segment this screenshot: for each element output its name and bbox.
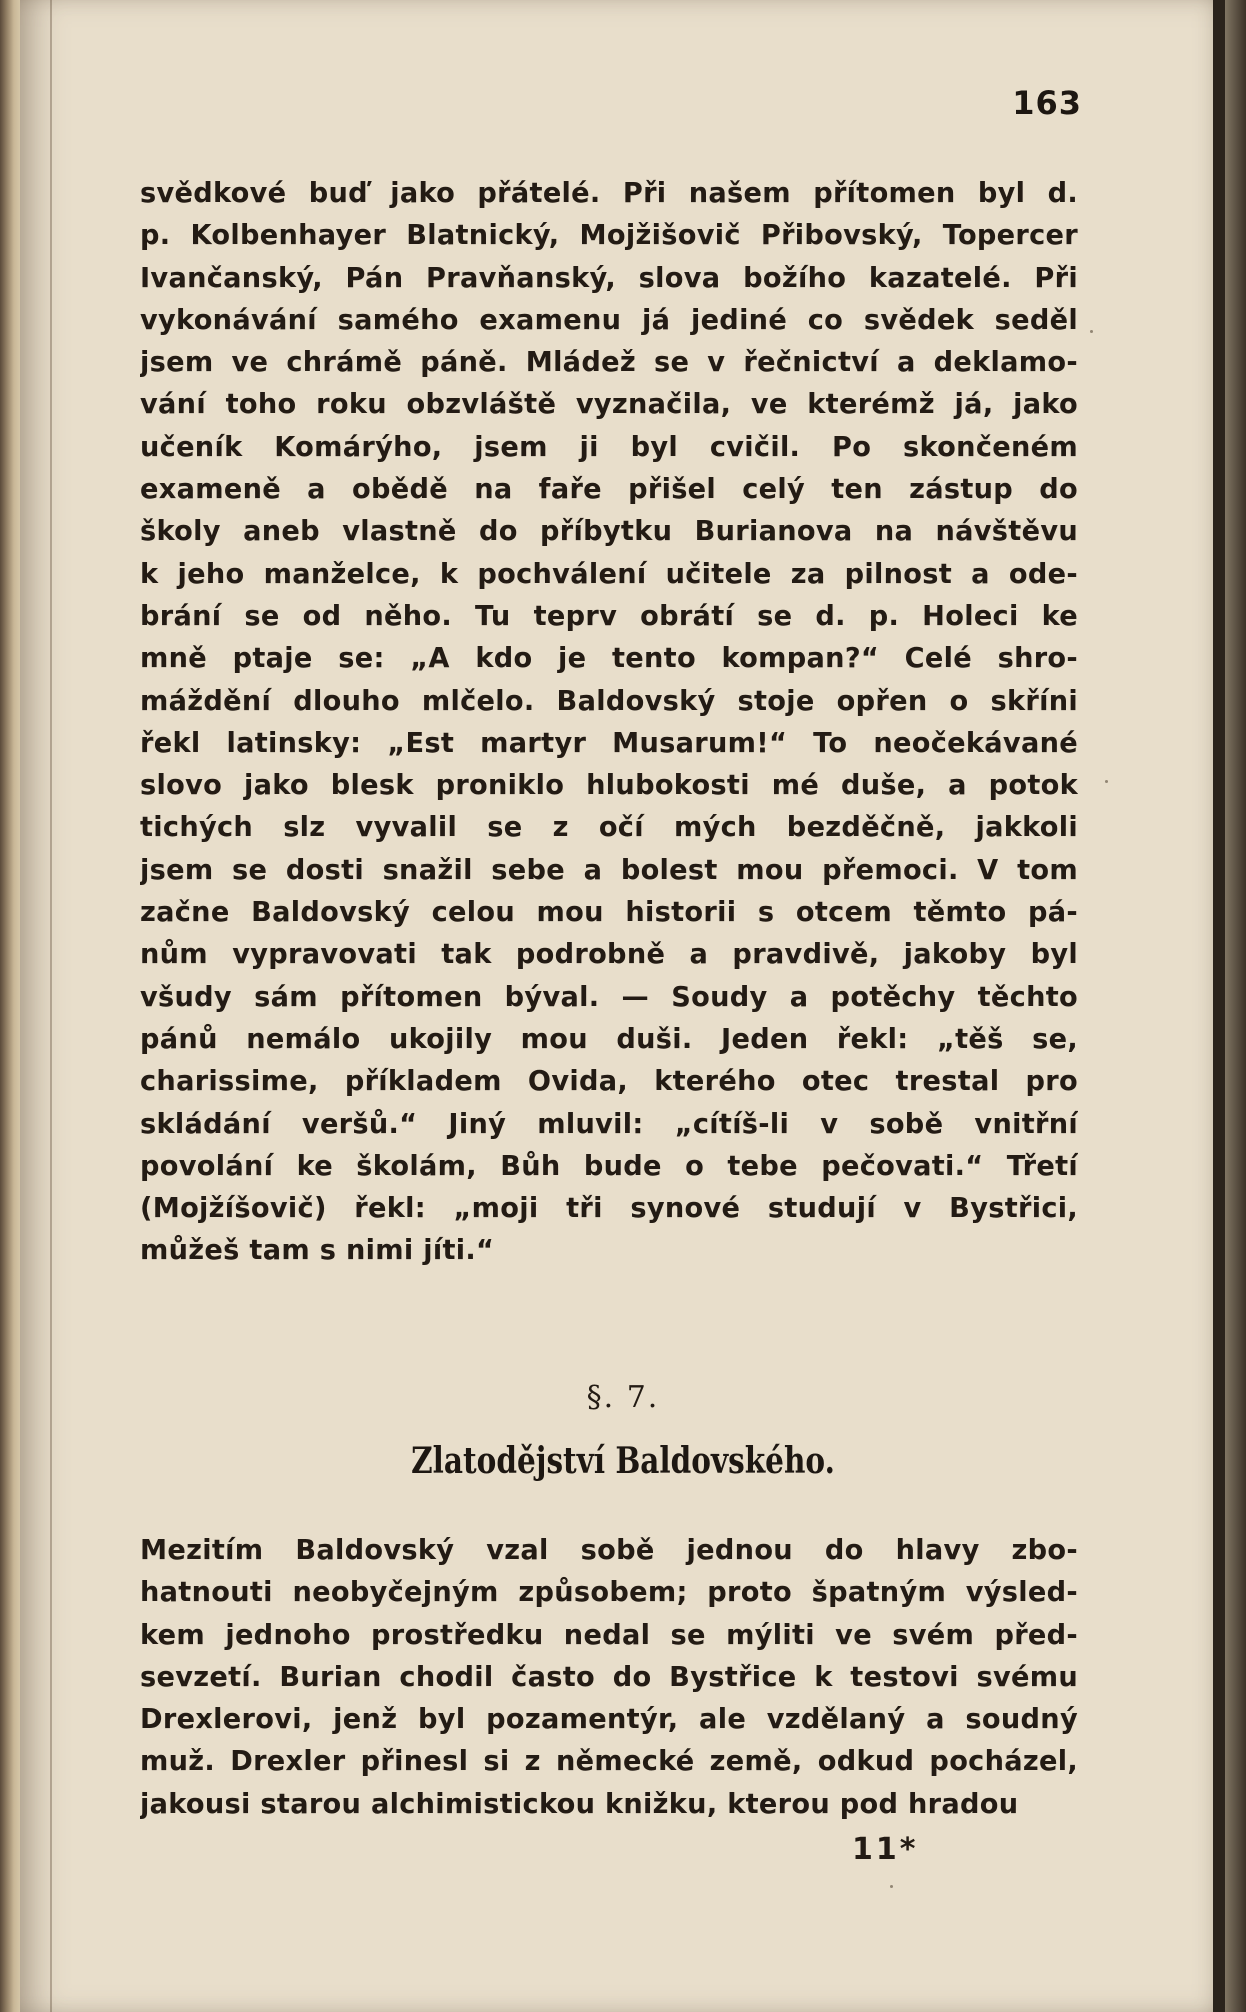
paper-speck [1090,330,1093,333]
text-line: školy aneb vlastně do příbytku Burianova na návštěvu [140,516,1078,548]
text-line: brání se od něho. Tu teprv obrátí se d. p. Holeci ke [140,600,1078,632]
page-number: 163 [1012,84,1082,122]
text-line: Mezitím Baldovský vzal sobě jednou do hlavy zbo- [140,1535,1078,1566]
paragraph-1 [140,173,1078,1273]
text-line: můžeš tam s nimi jíti.“ [140,1235,495,1267]
text-line: svědkové buď jako přátelé. Při našem přítomen byl d. [140,178,1078,209]
text-line: exameně a obědě na faře přišel celý ten zástup do [140,474,1078,506]
text-line: povolání ke školám, Bůh bude o tebe pečovati.“ Třetí [140,1150,1078,1182]
section-title: Zlatodějství Baldovského. [411,1440,835,1482]
text-line: p. Kolbenhayer Blatnický, Mojžišovič Přibovský, Topercer [140,220,1078,252]
text-line: vání toho roku obzvláště vyznačila, ve kterémž já, jako [140,389,1078,421]
section-number: §. 7. [586,1380,660,1415]
text-line: začne Baldovský celou mou historii s otcem těmto pá- [140,897,1078,929]
text-line: učeník Komárýho, jsem ji byl cvičil. Po skončeném [140,431,1078,463]
text-line: kem jednoho prostředku nedal se mýliti ve svém před- [140,1619,1078,1651]
text-line: pánů nemálo ukojily mou duši. Jeden řekl: „těš se, [140,1023,1078,1055]
text-line: k jeho manželce, k pochválení učitele za pilnost a ode- [140,558,1078,590]
page-edge [1213,0,1225,2012]
text-line: máždění dlouho mlčelo. Baldovský stoje opřen o skříni [140,685,1078,717]
text-line: tichých slz vyvalil se z očí mých bezděčně, jakkoli [140,812,1078,844]
gutter-line [50,0,52,2012]
text-line: hatnouti neobyčejným způsobem; proto špatným výsled- [140,1577,1078,1609]
text-line: sevzetí. Burian chodil často do Bystřice k testovi svému [140,1661,1078,1693]
paper-speck [1105,780,1108,783]
text-line: Drexlerovi, jenž byl pozamentýr, ale vzdělaný a soudný [140,1704,1078,1736]
paper-speck [890,1885,893,1888]
text-line: (Mojžíšovič) řekl: „moji tři synové studují v Bystřici, [140,1193,1078,1225]
text-line: nům vypravovati tak podrobně a pravdivě, jakoby byl [140,939,1078,971]
text-line: jsem ve chrámě páně. Mládež se v řečnictví a deklamo- [140,347,1078,379]
text-line: Ivančanský, Pán Pravňanský, slova božího kazatelé. Při [140,262,1078,294]
text-line: jakousi starou alchimistickou knižku, kterou pod hradou [140,1788,1019,1820]
text-line: mně ptaje se: „A kdo je tento kompan?“ Celé shro- [140,643,1078,675]
text-line: slovo jako blesk proniklo hlubokosti mé duše, a potok [140,770,1078,802]
text-line: řekl latinsky: „Est martyr Musarum!“ To neočekávané [140,727,1078,759]
paragraph-2 [140,1530,1078,1826]
text-line: charissime, příkladem Ovida, kterého otec trestal pro [140,1066,1078,1098]
text-line: jsem se dosti snažil sebe a bolest mou přemoci. V tom [140,854,1078,886]
text-line: muž. Drexler přinesl si z německé země, odkud pocházel, [140,1746,1078,1778]
text-line: všudy sám přítomen býval. — Soudy a potěchy těchto [140,981,1078,1013]
printer-signature-mark: 11* [852,1832,919,1867]
text-line: vykonávání samého examenu já jediné co svědek seděl [140,304,1078,336]
text-line: skládání veršů.“ Jiný mluvil: „cítíš-li v sobě vnitřní [140,1108,1078,1140]
